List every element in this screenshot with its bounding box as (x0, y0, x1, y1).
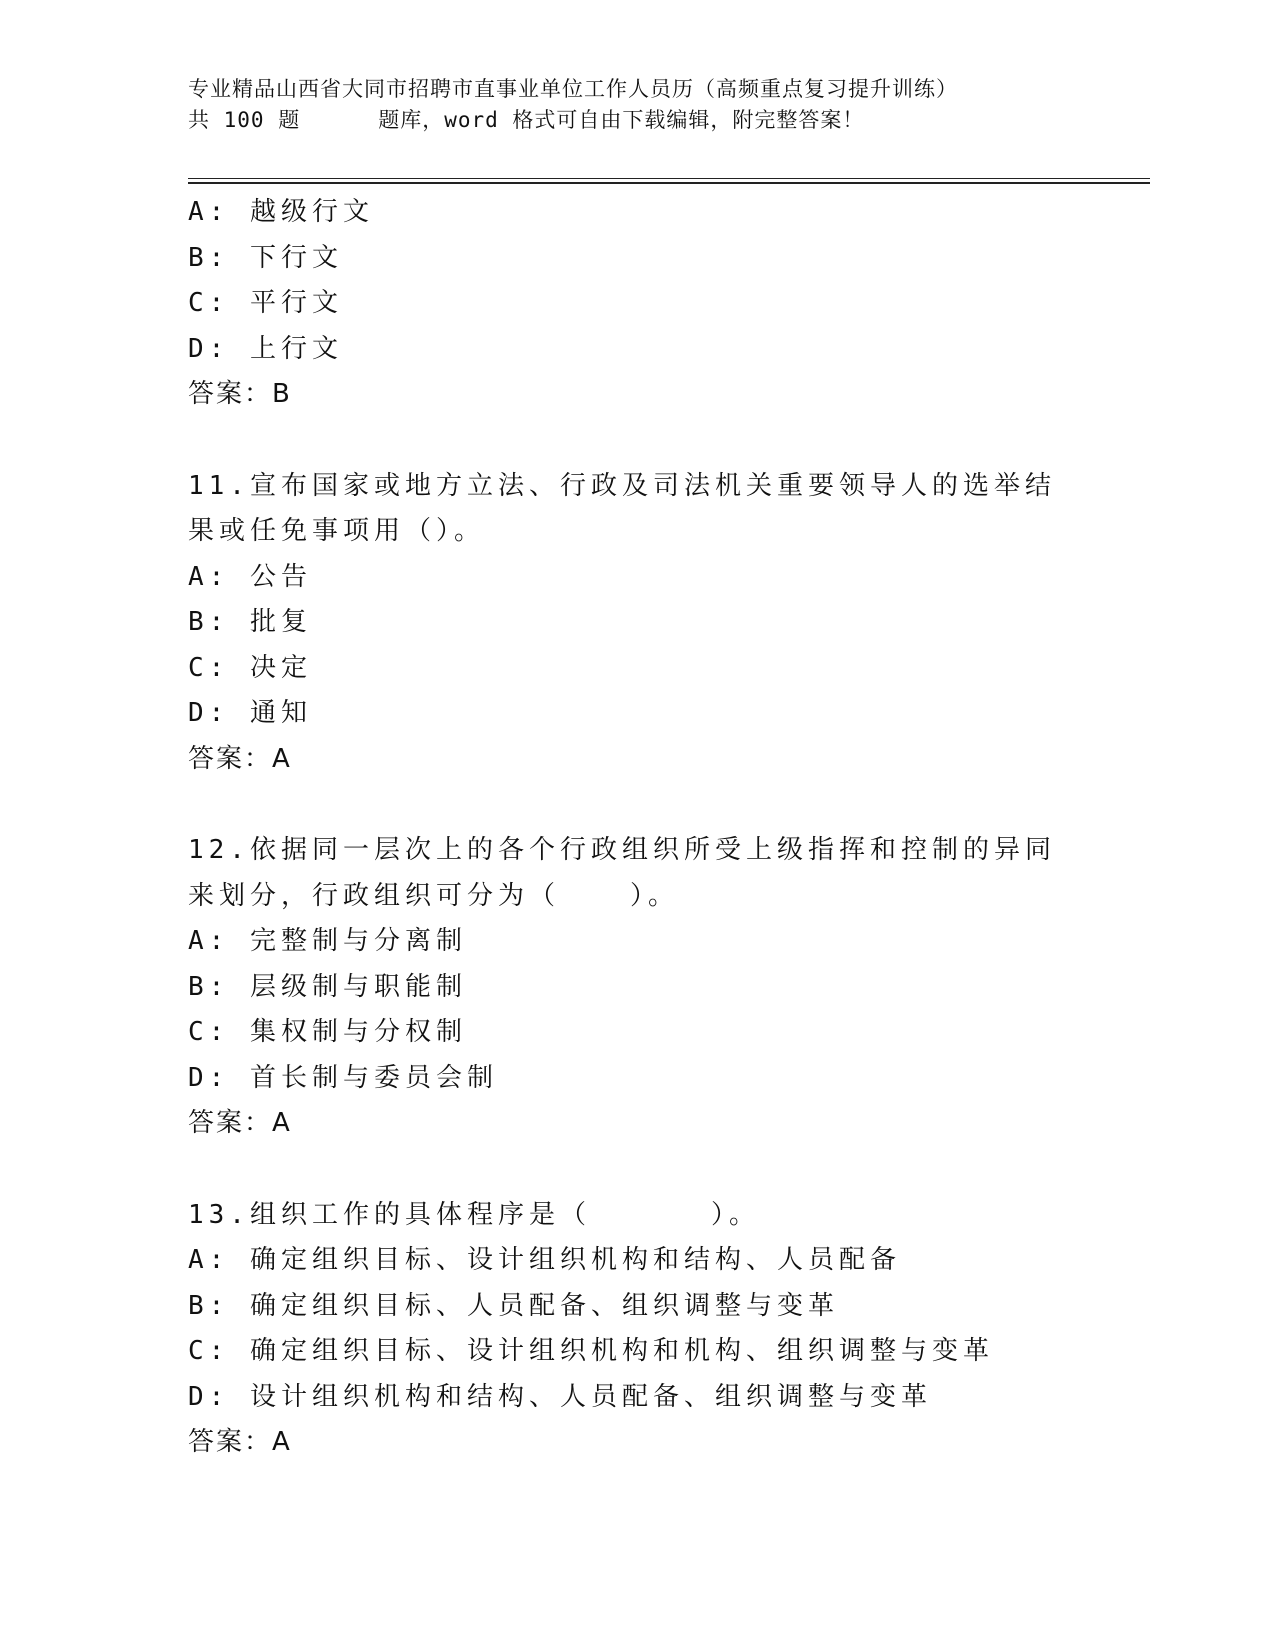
option-b: B: 下行文 (188, 242, 343, 273)
option-c: C: 决定 (188, 652, 312, 683)
option-d: D: 设计组织机构和结构、人员配备、组织调整与变革 (188, 1381, 932, 1412)
option-d: D: 首长制与委员会制 (188, 1062, 498, 1093)
option-b: B: 确定组织目标、人员配备、组织调整与变革 (188, 1290, 839, 1321)
question-block-13 (188, 1193, 1088, 1466)
header-description: 题库，word 格式可自由下载编辑，附完整答案！ (378, 108, 865, 132)
option-b: B: 批复 (188, 607, 312, 637)
header-divider-thick (188, 182, 1150, 184)
document-header (188, 74, 1148, 136)
option-d: D: 通知 (188, 698, 312, 728)
option-c: C: 平行文 (188, 288, 343, 318)
question-block-10 (188, 190, 1088, 418)
answer-line: 答案：A (188, 1427, 292, 1457)
header-subtitle-line (188, 105, 1148, 136)
question-text: 11.宣布国家或地方立法、行政及司法机关重要领导人的选举结果或任免事项用（）。 (188, 470, 1056, 546)
question-count: 共 100 题 (188, 108, 301, 132)
question-text-after: ）。 (710, 1199, 760, 1230)
header-title-line: 专业精品山西省大同市招聘市直事业单位工作人员历（高频重点复习提升训练） (188, 77, 958, 101)
option-a: A: 越级行文 (188, 197, 374, 227)
question-text-before: 13.组织工作的具体程序是（ (188, 1199, 591, 1230)
question-block-11 (188, 464, 1088, 783)
answer-line: 答案：A (188, 1108, 292, 1138)
option-a: A: 公告 (188, 561, 312, 592)
header-divider-thin (188, 178, 1150, 179)
question-text (188, 828, 1068, 919)
option-a: A: 确定组织目标、设计组织机构和结构、人员配备 (188, 1245, 901, 1275)
option-c: C: 集权制与分权制 (188, 1017, 467, 1047)
option-d: D: 上行文 (188, 333, 343, 364)
question-text-before: 12.依据同一层次上的各个行政组织所受上级指挥和控制的异同来划分，行政组织可分为（ (188, 835, 1056, 911)
answer-line: 答案：B (188, 379, 292, 409)
question-text-after: ）。 (630, 880, 680, 911)
question-list (188, 190, 1088, 1466)
answer-line: 答案：A (188, 743, 292, 774)
option-c: C: 确定组织目标、设计组织机构和机构、组织调整与变革 (188, 1336, 994, 1366)
question-block-12 (188, 828, 1088, 1147)
option-a: A: 完整制与分离制 (188, 926, 467, 956)
option-b: B: 层级制与职能制 (188, 971, 467, 1002)
question-text (188, 1193, 1068, 1239)
